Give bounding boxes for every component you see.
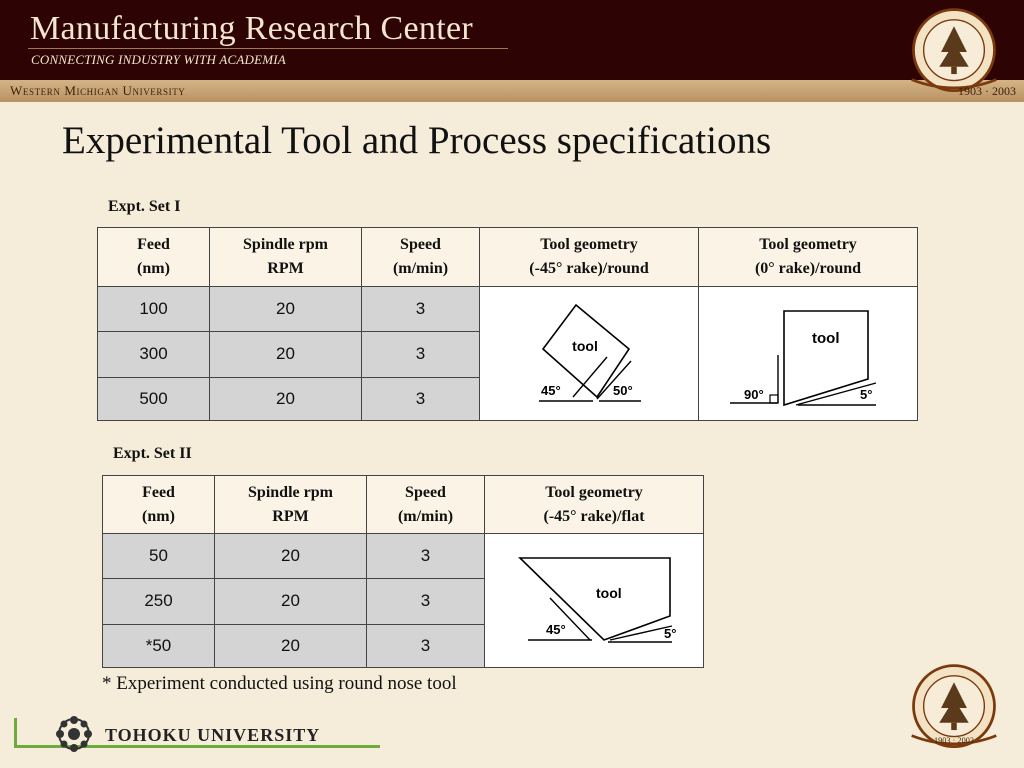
header-tool-geometry-1: Tool geometry (-45° rake)/round <box>480 228 699 287</box>
table-row <box>98 287 918 332</box>
cell-speed: 3 <box>362 377 480 420</box>
table-row <box>103 534 704 579</box>
angle-label: 50° <box>613 383 633 398</box>
cell-spindle: 20 <box>210 332 362 377</box>
seal-years: 1903 · 2003 <box>934 735 974 745</box>
header-tool-geometry-2: Tool geometry (0° rake)/round <box>699 228 918 287</box>
seal-years: 1903 · 2003 <box>958 84 1016 98</box>
header-spindle: Spindle rpm RPM <box>210 228 362 287</box>
cell-feed: 300 <box>98 332 210 377</box>
tool-diagram-flat-neg45 <box>486 534 702 662</box>
cell-spindle: 20 <box>215 579 367 624</box>
table-header-row <box>98 228 918 287</box>
footer-accent-vertical <box>14 718 17 748</box>
cell-speed: 3 <box>362 287 480 332</box>
header-divider <box>28 48 508 49</box>
cell-spindle: 20 <box>210 287 362 332</box>
header-tool-geometry: Tool geometry (-45° rake)/flat <box>485 476 704 534</box>
table-header-row <box>103 476 704 534</box>
cell-feed: 50 <box>103 534 215 579</box>
angle-label: 5° <box>860 387 873 402</box>
angle-label: 45° <box>541 383 561 398</box>
tool-label: tool <box>572 338 598 354</box>
cell-feed: 250 <box>103 579 215 624</box>
tool-diagram-round-0 <box>700 287 916 415</box>
cell-spindle: 20 <box>215 534 367 579</box>
university-seal-icon <box>908 662 1000 754</box>
header-subtitle: CONNECTING INDUSTRY WITH ACADEMIA <box>31 52 286 67</box>
cell-speed: 3 <box>367 624 485 667</box>
footnote: * Experiment conducted using round nose tool <box>102 673 457 694</box>
university-name: Western Michigan University <box>10 83 186 98</box>
page-title: Experimental Tool and Process specifications <box>62 119 772 162</box>
header-title: Manufacturing Research Center <box>30 10 473 47</box>
cell-feed: 500 <box>98 377 210 420</box>
cell-spindle: 20 <box>215 624 367 667</box>
angle-label: 5° <box>664 626 677 641</box>
set1-table <box>97 227 918 421</box>
tool-diagram-cell <box>699 287 918 421</box>
tohoku-name: TOHOKU UNIVERSITY <box>105 725 321 745</box>
cell-speed: 3 <box>367 534 485 579</box>
angle-label: 45° <box>546 622 566 637</box>
tool-diagram-cell <box>485 534 704 668</box>
set1-label: Expt. Set I <box>108 198 181 215</box>
angle-label: 90° <box>744 387 764 402</box>
header-spindle: Spindle rpm RPM <box>215 476 367 534</box>
tool-diagram-round-neg45 <box>481 287 697 415</box>
cell-speed: 3 <box>362 332 480 377</box>
tool-label: tool <box>596 585 622 601</box>
cell-spindle: 20 <box>210 377 362 420</box>
header-feed: Feed (nm) <box>98 228 210 287</box>
set2-label: Expt. Set II <box>113 445 192 462</box>
header-speed: Speed (m/min) <box>362 228 480 287</box>
header-speed: Speed (m/min) <box>367 476 485 534</box>
tohoku-logo-icon <box>52 714 96 754</box>
cell-feed: 100 <box>98 287 210 332</box>
cell-speed: 3 <box>367 579 485 624</box>
set2-table <box>102 475 704 668</box>
header-feed: Feed (nm) <box>103 476 215 534</box>
tool-label: tool <box>812 330 840 347</box>
cell-feed: *50 <box>103 624 215 667</box>
tool-diagram-cell <box>480 287 699 421</box>
